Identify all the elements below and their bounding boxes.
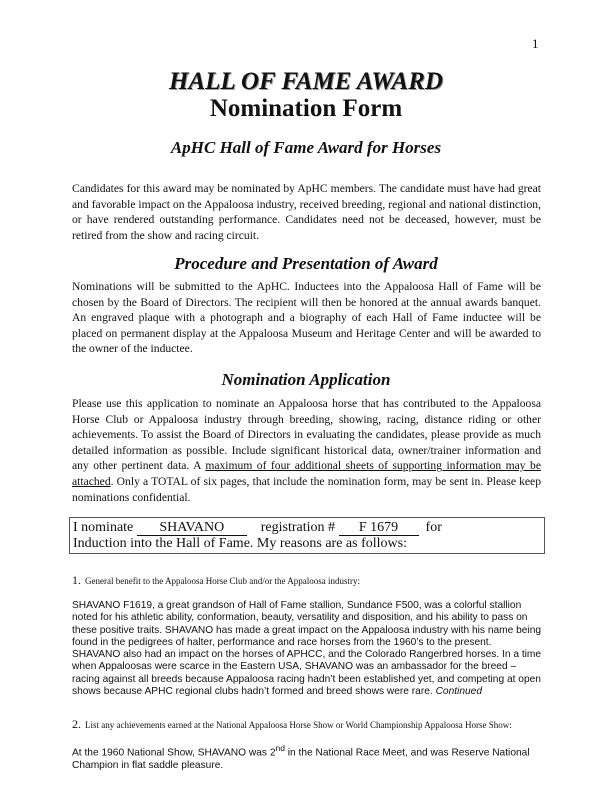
- nominate-label: I nominate: [73, 520, 134, 535]
- question-2-answer-end: in the National Race Meet, and was Reserve National Champion in flat saddle pleasure.: [72, 747, 530, 771]
- question-1-answer-text: SHAVANO F1619, a great grandson of Hall of Fame stallion, Sundance F500, was a colorful stallion noted for his athletic ability, conformation, beauty, versatility and disposition, and his ability to pass on these positive traits. SHAVANO has made a great impact on the Appaloosa industry with his name being found in the pedigrees of halter, performance and race horses from the 1960’s to the present. SHAVANO also had an impact on the horses of APHCC, and the Colorado Rangerbred horses. In a time when Appaloosas were scarce in the Eastern USA, SHAVANO was an ambassador for the breed – racing against all breeds because Appaloosa racing hadn’t been established yet, and competing at open shows because APHC regional clubs hadn’t formed and breed shows were rare.: [72, 600, 542, 698]
- application-text-start: Please use this application to nominate an Appaloosa horse that has contributed to the Appaloosa Horse Club or Appaloosa industry through breeding, showing, racing, distance riding or other achievements. To assist the Board of Directors in evaluating the candidates, please provide as much detailed information as possible. Include significant historical data, owner/trainer information and any other pertinent data. A: [72, 397, 541, 473]
- page-subtitle: Nomination Form: [209, 95, 403, 122]
- question-1-text: General benefit to the Appaloosa Horse Club and/or the Appaloosa industry:: [85, 576, 360, 586]
- procedure-heading: Procedure and Presentation of Award: [174, 254, 438, 273]
- question-2-answer-start: At the 1960 National Show, SHAVANO was 2: [72, 747, 276, 759]
- application-text-end: . Only a TOTAL of six pages, that include the nomination form, may be sent in. Please keep nominations confidential.: [72, 474, 541, 504]
- nomination-box: [69, 517, 545, 554]
- horse-name-field[interactable]: SHAVANO: [137, 521, 247, 536]
- question-2: [72, 715, 552, 733]
- question-1-number: 1.: [72, 573, 81, 587]
- continued-label: Continued: [435, 686, 483, 698]
- registration-label: registration #: [260, 520, 336, 535]
- registration-field[interactable]: F 1679: [339, 521, 419, 536]
- question-2-number: 2.: [72, 717, 81, 731]
- procedure-paragraph: Nominations will be submitted to the ApHC. Inductees into the Appaloosa Hall of Fame will be chosen by the Board of Directors. The recipient will then be honored at the annual awards banquet. An engraved plaque with a photograph and a biography of each Hall of Fame inductee will be placed on permanent display at the Appaloosa Museum and Heritage Center and will be awarded to the owner of the inductee.: [72, 280, 541, 356]
- intro-paragraph: Candidates for this award may be nominated by ApHC members. The candidate must have had great and favorable impact on the Appaloosa industry, received breeding, regional and national distinction, or have rendered outstanding performance. Candidates need not be deceased, however, must be retired from the show and racing circuit.: [72, 182, 541, 242]
- award-heading: ApHC Hall of Fame Award for Horses: [170, 138, 442, 157]
- question-1: [72, 571, 552, 589]
- question-2-text: List any achievements earned at the National Appaloosa Horse Show or World Championship Appaloosa Horse Show:: [85, 720, 512, 730]
- question-2-answer-sup: nd: [275, 743, 285, 753]
- nomination-reasons-line: Induction into the Hall of Fame. My reasons are as follows:: [73, 536, 407, 551]
- nomination-line: [73, 520, 442, 536]
- application-heading: Nomination Application: [221, 370, 391, 389]
- page-number: 1: [532, 36, 539, 51]
- supporting-sheets-note: maximum of four additional sheets of supporting information may be attached: [72, 459, 542, 488]
- page-title: HALL OF FAME AWARD: [169, 68, 443, 95]
- nomination-for-label: for: [425, 520, 442, 535]
- application-paragraph: [72, 396, 541, 505]
- question-2-answer[interactable]: [72, 742, 542, 772]
- question-1-answer[interactable]: [72, 600, 542, 698]
